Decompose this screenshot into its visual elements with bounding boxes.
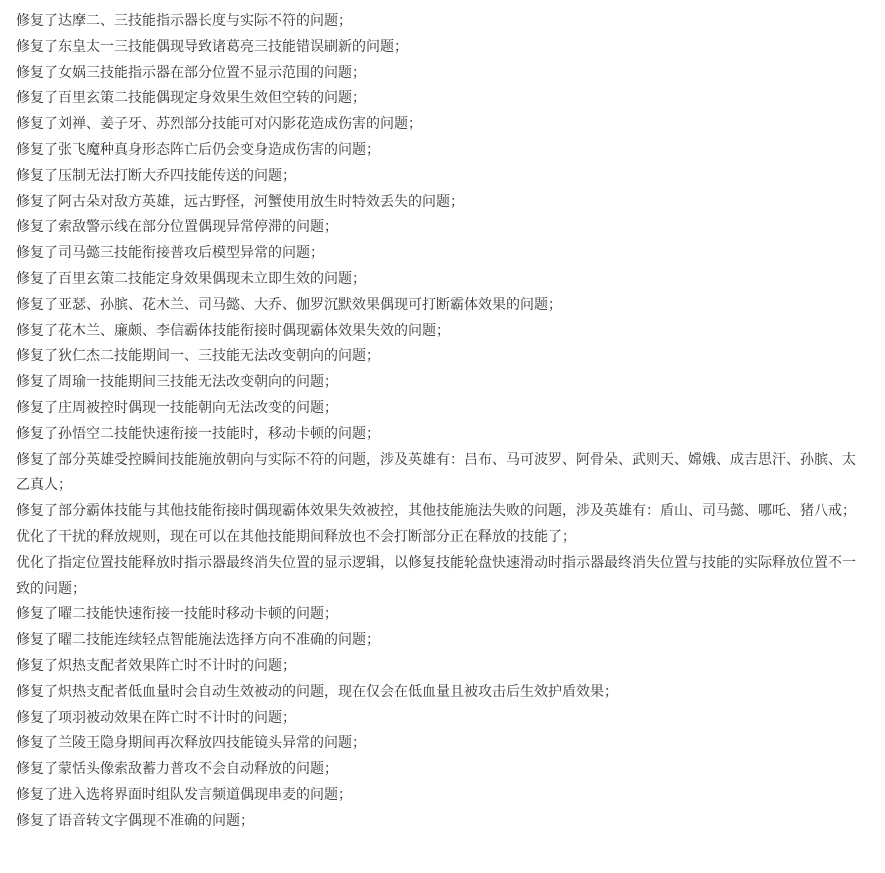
patch-note-item: 修复了达摩二、三技能指示器长度与实际不符的问题； (16, 13, 352, 29)
patch-note-item: 修复了刘禅、姜子牙、苏烈部分技能可对闪影花造成伤害的问题； (16, 116, 422, 133)
patch-note-item: 修复了项羽被动效果在阵亡时不计时的问题； (16, 709, 296, 726)
patch-note-item: 修复了阿古朵对敌方英雄，远古野怪，河蟹使用放生时特效丢失的问题； (16, 193, 464, 210)
patch-notes-list (16, 9, 861, 835)
patch-note-item: 修复了炽热支配者低血量时会自动生效被动的问题，现在仅会在低血量且被攻击后生效护盾效果； (16, 683, 618, 700)
patch-note-item: 修复了孙悟空二技能快速衔接一技能时，移动卡顿的问题； (16, 425, 380, 442)
patch-note-item: 修复了百里玄策二技能定身效果偶现未立即生效的问题； (16, 270, 366, 287)
patch-note-item: 修复了语音转文字偶现不准确的问题； (16, 812, 254, 829)
patch-note-item: 修复了兰陵王隐身期间再次释放四技能镜头异常的问题； (16, 735, 366, 752)
patch-note-item: 优化了干扰的释放规则，现在可以在其他技能期间释放也不会打断部分正在释放的技能了； (16, 528, 576, 545)
patch-note-item: 修复了炽热支配者效果阵亡时不计时的问题； (16, 657, 296, 674)
patch-note-item: 修复了周瑜一技能期间三技能无法改变朝向的问题； (16, 374, 338, 391)
patch-note-item: 修复了女娲三技能指示器在部分位置不显示范围的问题； (16, 64, 366, 81)
patch-note-item: 修复了百里玄策二技能偶现定身效果生效但空转的问题； (16, 90, 366, 107)
patch-note-item: 修复了东皇太一三技能偶现导致诸葛亮三技能错误刷新的问题； (16, 38, 408, 55)
patch-note-item: 修复了蒙恬头像索敌蓄力普攻不会自动释放的问题； (16, 761, 338, 778)
patch-note-item: 修复了索敌警示线在部分位置偶现异常停滞的问题； (16, 219, 338, 236)
patch-note-item: 修复了花木兰、廉颇、李信霸体技能衔接时偶现霸体效果失效的问题； (16, 322, 450, 339)
patch-note-item: 修复了亚瑟、孙膑、花木兰、司马懿、大乔、伽罗沉默效果偶现可打断霸体效果的问题； (16, 296, 562, 313)
patch-note-item: 修复了部分霸体技能与其他技能衔接时偶现霸体效果失效被控，其他技能施法失败的问题，涉及英雄有：盾山、司马懿、哪吒、猪八戒； (16, 503, 856, 520)
patch-note-item: 修复了司马懿三技能衔接普攻后模型异常的问题； (16, 245, 324, 262)
patch-note-item: 修复了曜二技能连续轻点智能施法选择方向不准确的问题； (16, 632, 380, 649)
patch-note-item: 优化了指定位置技能释放时指示器最终消失位置的显示逻辑，以修复技能轮盘快速滑动时指示器最终消失位置与技能的实际释放位置不一致的问题； (16, 554, 856, 597)
patch-note-item: 修复了曜二技能快速衔接一技能时移动卡顿的问题； (16, 606, 338, 623)
patch-note-item: 修复了庄周被控时偶现一技能朝向无法改变的问题； (16, 399, 338, 416)
patch-note-item: 修复了进入选将界面时组队发言频道偶现串麦的问题； (16, 786, 352, 803)
patch-note-item: 修复了张飞魔种真身形态阵亡后仍会变身造成伤害的问题； (16, 141, 380, 158)
patch-note-item: 修复了狄仁杰二技能期间一、三技能无法改变朝向的问题； (16, 348, 380, 365)
patch-note-item: 修复了部分英雄受控瞬间技能施放朝向与实际不符的问题，涉及英雄有：吕布、马可波罗、阿骨朵、武则天、嫦娥、成吉思汗、孙膑、太乙真人； (16, 451, 856, 494)
patch-note-item: 修复了压制无法打断大乔四技能传送的问题； (16, 167, 296, 184)
